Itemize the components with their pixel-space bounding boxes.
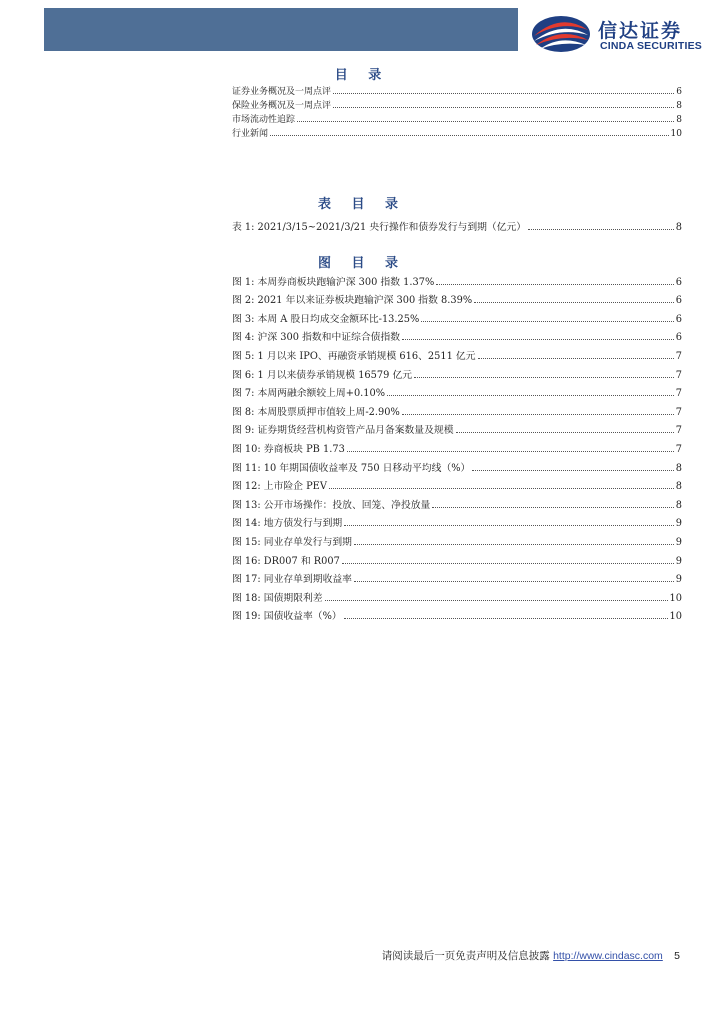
figure-toc-entry[interactable] xyxy=(232,604,682,623)
dot-leader xyxy=(354,543,674,545)
dot-leader xyxy=(297,120,674,122)
figure-toc-entry-label: 图 2: 2021 年以来证券板块跑输沪深 300 指数 8.39% xyxy=(232,295,473,307)
figure-toc-entry[interactable] xyxy=(232,399,682,418)
figure-toc-entry-page-number: 7 xyxy=(675,369,682,381)
toc-entry-label: 保险业务概况及一周点评 xyxy=(232,101,332,111)
dot-leader xyxy=(528,228,674,230)
toc-entry-label: 行业新闻 xyxy=(232,129,269,139)
figure-toc-entry[interactable] xyxy=(232,492,682,511)
table-toc-entry-label: 表 1: 2021/3/15~2021/3/21 央行操作和债券发行与到期（亿元） xyxy=(232,221,527,233)
dot-leader xyxy=(474,301,674,303)
tables-toc-list xyxy=(232,214,682,233)
figure-toc-entry[interactable] xyxy=(232,511,682,530)
figure-toc-entry[interactable] xyxy=(232,306,682,325)
figure-toc-entry-label: 图 15: 同业存单发行与到期 xyxy=(232,536,352,548)
figure-toc-entry-label: 图 12: 上市险企 PEV xyxy=(232,481,327,493)
dot-leader xyxy=(329,487,674,489)
logo-english-name: CINDA SECURITIES xyxy=(600,40,702,52)
figure-toc-entry-page-number: 7 xyxy=(675,406,682,418)
figure-toc-entry-page-number: 7 xyxy=(675,350,682,362)
dot-leader xyxy=(342,562,674,564)
toc-entry-page-number: 10 xyxy=(670,129,682,139)
dot-leader xyxy=(270,134,669,136)
figures-toc-list xyxy=(232,269,682,622)
dot-leader xyxy=(347,450,674,452)
toc-list xyxy=(232,83,682,139)
dot-leader xyxy=(414,376,674,378)
company-logo xyxy=(530,14,710,56)
figure-toc-entry-page-number: 7 xyxy=(675,388,682,400)
footer-page-number: 5 xyxy=(674,950,680,962)
figure-toc-entry-label: 图 7: 本周两融余额较上周+0.10% xyxy=(232,388,386,400)
dot-leader xyxy=(333,106,674,108)
figure-toc-entry[interactable] xyxy=(232,362,682,381)
figure-toc-entry[interactable] xyxy=(232,343,682,362)
figure-toc-entry-page-number: 8 xyxy=(675,462,682,474)
figure-toc-entry-page-number: 7 xyxy=(675,425,682,437)
figure-toc-entry-page-number: 9 xyxy=(675,518,682,530)
header-bar xyxy=(44,8,518,51)
toc-entry[interactable] xyxy=(232,125,682,139)
figure-toc-entry[interactable] xyxy=(232,548,682,567)
cinda-logo-icon xyxy=(530,14,592,54)
dot-leader xyxy=(402,413,674,415)
dot-leader xyxy=(436,283,673,285)
figure-toc-entry-page-number: 8 xyxy=(675,499,682,511)
toc-entry[interactable] xyxy=(232,111,682,125)
figure-toc-entry-label: 图 8: 本周股票质押市值较上周-2.90% xyxy=(232,406,400,418)
figure-toc-entry-label: 图 5: 1 月以来 IPO、再融资承销规模 616、2511 亿元 xyxy=(232,350,476,362)
footer-disclaimer: 请阅读最后一页免责声明及信息披露 xyxy=(381,950,550,962)
tables-toc-title: 表 目 录 xyxy=(317,197,407,212)
toc-title: 目 录 xyxy=(334,68,390,83)
figure-toc-entry-label: 图 1: 本周券商板块跑输沪深 300 指数 1.37% xyxy=(232,276,435,288)
dot-leader xyxy=(478,357,674,359)
figure-toc-entry-label: 图 18: 国债期限利差 xyxy=(232,592,323,604)
toc-entry-label: 证券业务概况及一周点评 xyxy=(232,87,332,97)
figure-toc-entry-page-number: 6 xyxy=(675,313,682,325)
dot-leader xyxy=(333,92,674,94)
figure-toc-entry-page-number: 9 xyxy=(675,574,682,586)
dot-leader xyxy=(387,394,674,396)
figure-toc-entry-label: 图 4: 沪深 300 指数和中证综合债指数 xyxy=(232,332,401,344)
table-toc-entry-page-number: 8 xyxy=(675,221,682,233)
figure-toc-entry[interactable] xyxy=(232,288,682,307)
figure-toc-entry[interactable] xyxy=(232,381,682,400)
footer-website-link[interactable]: http://www.cindasc.com xyxy=(553,950,663,962)
toc-entry[interactable] xyxy=(232,83,682,97)
footer xyxy=(300,948,680,963)
table-toc-entry[interactable] xyxy=(232,214,682,233)
figure-toc-entry[interactable] xyxy=(232,269,682,288)
figure-toc-entry-label: 图 17: 同业存单到期收益率 xyxy=(232,574,352,586)
toc-entry-page-number: 6 xyxy=(676,87,682,97)
figure-toc-entry-label: 图 13: 公开市场操作：投放、回笼、净投放量 xyxy=(232,499,431,511)
figure-toc-entry-label: 图 11: 10 年期国债收益率及 750 日移动平均线（%） xyxy=(232,462,471,474)
figure-toc-entry-label: 图 3: 本周 A 股日均成交金额环比-13.25% xyxy=(232,313,420,325)
figure-toc-entry-page-number: 10 xyxy=(669,592,682,604)
figure-toc-entry-label: 图 6: 1 月以来债券承销规模 16579 亿元 xyxy=(232,369,413,381)
logo-chinese-name: 信达证券 xyxy=(598,20,683,42)
dot-leader xyxy=(421,320,673,322)
dot-leader xyxy=(325,599,668,601)
figure-toc-entry-label: 图 16: DR007 和 R007 xyxy=(232,555,340,567)
figure-toc-entry-page-number: 9 xyxy=(675,555,682,567)
figure-toc-entry-label: 图 9: 证券期货经营机构资管产品月备案数量及规模 xyxy=(232,425,454,437)
figure-toc-entry-page-number: 6 xyxy=(675,276,682,288)
figure-toc-entry-page-number: 10 xyxy=(669,611,682,623)
figure-toc-entry-page-number: 7 xyxy=(675,443,682,455)
figures-toc-title: 图 目 录 xyxy=(317,256,407,271)
toc-entry[interactable] xyxy=(232,97,682,111)
figure-toc-entry[interactable] xyxy=(232,325,682,344)
dot-leader xyxy=(472,469,673,471)
dot-leader xyxy=(344,617,668,619)
figure-toc-entry-page-number: 8 xyxy=(675,481,682,493)
figure-toc-entry[interactable] xyxy=(232,418,682,437)
dot-leader xyxy=(456,431,674,433)
figure-toc-entry[interactable] xyxy=(232,585,682,604)
dot-leader xyxy=(402,338,674,340)
figure-toc-entry-label: 图 19: 国债收益率（%） xyxy=(232,611,342,623)
figure-toc-entry-page-number: 6 xyxy=(675,332,682,344)
toc-entry-page-number: 8 xyxy=(676,115,682,125)
toc-entry-page-number: 8 xyxy=(676,101,682,111)
dot-leader xyxy=(354,580,674,582)
figure-toc-entry[interactable] xyxy=(232,455,682,474)
toc-entry-label: 市场流动性追踪 xyxy=(232,115,296,125)
figure-toc-entry[interactable] xyxy=(232,474,682,493)
dot-leader xyxy=(432,506,673,508)
figure-toc-entry-label: 图 10: 券商板块 PB 1.73 xyxy=(232,443,345,455)
figure-toc-entry[interactable] xyxy=(232,567,682,586)
figure-toc-entry-page-number: 9 xyxy=(675,536,682,548)
figure-toc-entry[interactable] xyxy=(232,436,682,455)
figure-toc-entry-page-number: 6 xyxy=(675,295,682,307)
figure-toc-entry[interactable] xyxy=(232,529,682,548)
figure-toc-entry-label: 图 14: 地方债发行与到期 xyxy=(232,518,343,530)
dot-leader xyxy=(344,524,674,526)
